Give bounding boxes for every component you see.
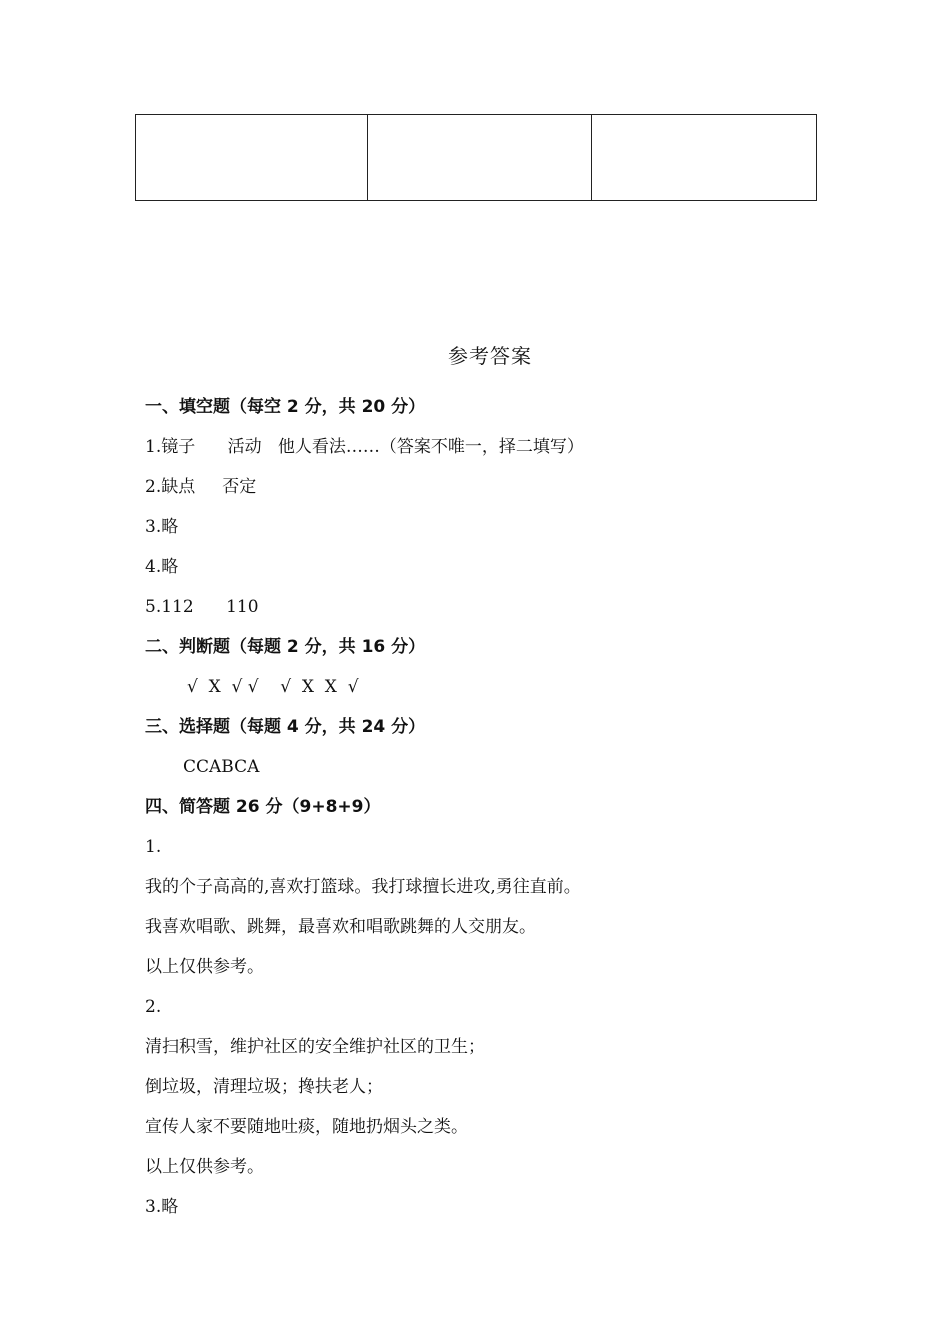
answer-line: 4.略: [145, 557, 179, 577]
table-cell: [136, 115, 368, 201]
answer-line: 以上仅供参考。: [145, 1157, 264, 1177]
true-false-answers: √ X √ √ √ X X √: [187, 677, 359, 697]
answer-line: 倒垃圾，清理垃圾；搀扶老人；: [145, 1077, 383, 1097]
section-heading-multiple-choice: 三、选择题（每题 4 分，共 24 分）: [145, 717, 426, 737]
multiple-choice-answers: CCABCA: [183, 757, 260, 777]
answer-line: 3.略: [145, 1197, 179, 1217]
answer-line: 以上仅供参考。: [145, 957, 264, 977]
table-cell: [368, 115, 592, 201]
answer-line: 3.略: [145, 517, 179, 537]
answer-line: 我的个子高高的,喜欢打篮球。我打球擅长进攻,勇往直前。: [145, 877, 581, 897]
answer-grid-table: [135, 114, 817, 201]
answer-line: 清扫积雪，维护社区的安全维护社区的卫生；: [145, 1037, 485, 1057]
answer-line: 1.: [145, 837, 162, 857]
answer-line: 1.镜子 活动 他人看法……（答案不唯一，择二填写）: [145, 437, 584, 457]
answer-line: 5.112 110: [145, 597, 259, 617]
page-title: 参考答案: [448, 344, 532, 368]
answer-line: 我喜欢唱歌、跳舞，最喜欢和唱歌跳舞的人交朋友。: [145, 917, 536, 937]
table-row: [136, 115, 817, 201]
section-heading-short-answer: 四、简答题 26 分（9+8+9）: [145, 797, 381, 817]
answer-line: 2.: [145, 997, 162, 1017]
answer-line: 2.缺点 否定: [145, 477, 257, 497]
table-cell: [592, 115, 817, 201]
section-heading-true-false: 二、判断题（每题 2 分，共 16 分）: [145, 637, 426, 657]
section-heading-fill-blank: 一、填空题（每空 2 分，共 20 分）: [145, 397, 426, 417]
answer-line: 宣传人家不要随地吐痰，随地扔烟头之类。: [145, 1117, 468, 1137]
